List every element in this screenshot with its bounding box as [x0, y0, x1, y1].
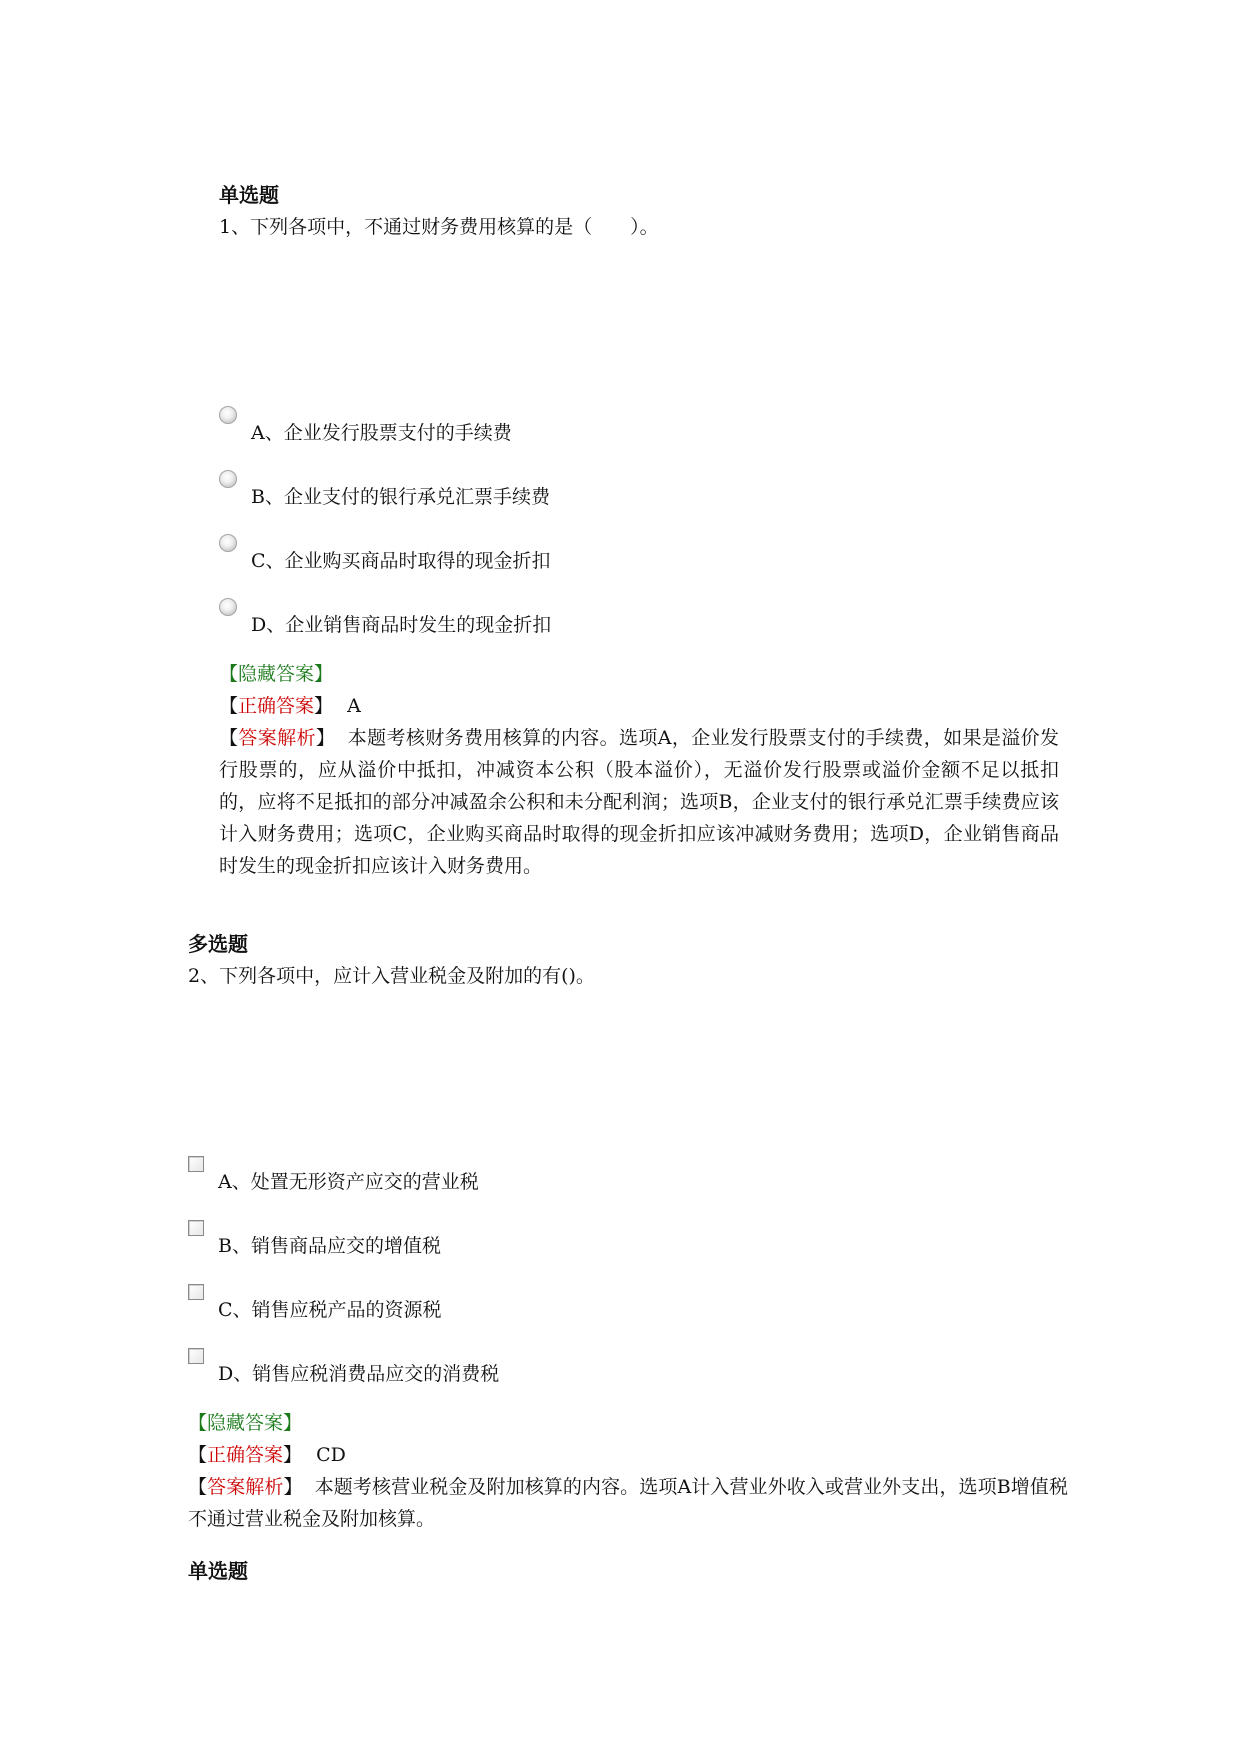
hide-answer-link[interactable]: 【隐藏答案】 [219, 663, 334, 685]
checkbox-icon[interactable] [188, 1220, 204, 1236]
question-2 [188, 929, 1068, 1535]
checkbox-icon[interactable] [188, 1156, 204, 1172]
radio-button-icon[interactable] [219, 534, 237, 552]
options-list [188, 1151, 1068, 1407]
option-label: B、企业支付的银行承兑汇票手续费 [251, 486, 550, 508]
option-d[interactable] [188, 1343, 1068, 1407]
option-label: C、企业购买商品时取得的现金折扣 [251, 550, 551, 572]
checkbox-icon[interactable] [188, 1348, 204, 1364]
hide-answer-link[interactable]: 【隐藏答案】 [188, 1412, 303, 1434]
question-type: 多选题 [188, 932, 248, 956]
question-stem: 1、下列各项中，不通过财务费用核算的是（ ）。 [219, 216, 659, 238]
radio-button-icon[interactable] [219, 406, 237, 424]
correct-answer-value: CD [316, 1444, 346, 1466]
radio-button-icon[interactable] [219, 598, 237, 616]
option-d[interactable] [219, 594, 1059, 658]
option-a[interactable] [219, 402, 1059, 466]
option-label: D、销售应税消费品应交的消费税 [218, 1363, 500, 1385]
analysis-label: 答案解析 [207, 1476, 284, 1498]
analysis-label: 答案解析 [238, 727, 316, 749]
question-type: 单选题 [188, 1559, 248, 1583]
answer-analysis: 【答案解析】 本题考核财务费用核算的内容。选项A，企业发行股票支付的手续费，如果是溢价发行股票的，应从溢价中抵扣，冲减资本公积（股本溢价），无溢价发行股票或溢价金额不足以抵扣的，应将不足抵扣的部分冲减盈余公积和未分配利润；选项B，企业支付的银行承兑汇票手续费应该计入财务费用；选项C，企业购买商品时取得的现金折扣应该冲减财务费用；选项D，企业销售商品时发生的现金折扣应该计入财务费用。 [219, 727, 1059, 877]
option-label: A、企业发行股票支付的手续费 [251, 422, 512, 444]
answer-analysis: 【答案解析】 本题考核营业税金及附加核算的内容。选项A计入营业外收入或营业外支出，选项B增值税不通过营业税金及附加核算。 [188, 1476, 1068, 1530]
option-a[interactable] [188, 1151, 1068, 1215]
correct-answer: 【正确答案】 A [219, 695, 361, 717]
option-c[interactable] [219, 530, 1059, 594]
option-b[interactable] [219, 466, 1059, 530]
option-label: B、销售商品应交的增值税 [218, 1235, 441, 1257]
analysis-text: 本题考核财务费用核算的内容。选项A，企业发行股票支付的手续费，如果是溢价发行股票的，应从溢价中抵扣，冲减资本公积（股本溢价），无溢价发行股票或溢价金额不足以抵扣的，应将不足抵扣的部分冲减盈余公积和未分配利润；选项B，企业支付的银行承兑汇票手续费应该计入财务费用；选项C，企业购买商品时取得的现金折扣应该冲减财务费用；选项D，企业销售商品时发生的现金折扣应该计入财务费用。 [219, 727, 1059, 877]
checkbox-icon[interactable] [188, 1284, 204, 1300]
question-3 [188, 1556, 248, 1586]
hide-answer-text[interactable]: 隐藏答案 [207, 1412, 284, 1434]
correct-answer-label: 正确答案 [207, 1444, 284, 1466]
option-c[interactable] [188, 1279, 1068, 1343]
option-label: C、销售应税产品的资源税 [218, 1299, 442, 1321]
analysis-text: 本题考核营业税金及附加核算的内容。选项A计入营业外收入或营业外支出，选项B增值税不通过营业税金及附加核算。 [188, 1476, 1068, 1530]
options-list [219, 402, 1059, 658]
radio-button-icon[interactable] [219, 470, 237, 488]
option-b[interactable] [188, 1215, 1068, 1279]
option-label: D、企业销售商品时发生的现金折扣 [251, 614, 552, 636]
correct-answer: 【正确答案】 CD [188, 1444, 346, 1466]
question-type: 单选题 [219, 183, 279, 207]
hide-answer-text[interactable]: 隐藏答案 [238, 663, 315, 685]
question-stem: 2、下列各项中，应计入营业税金及附加的有()。 [188, 965, 595, 987]
option-label: A、处置无形资产应交的营业税 [218, 1171, 479, 1193]
correct-answer-value: A [347, 695, 361, 717]
correct-answer-label: 正确答案 [238, 695, 315, 717]
question-1 [219, 180, 1059, 882]
